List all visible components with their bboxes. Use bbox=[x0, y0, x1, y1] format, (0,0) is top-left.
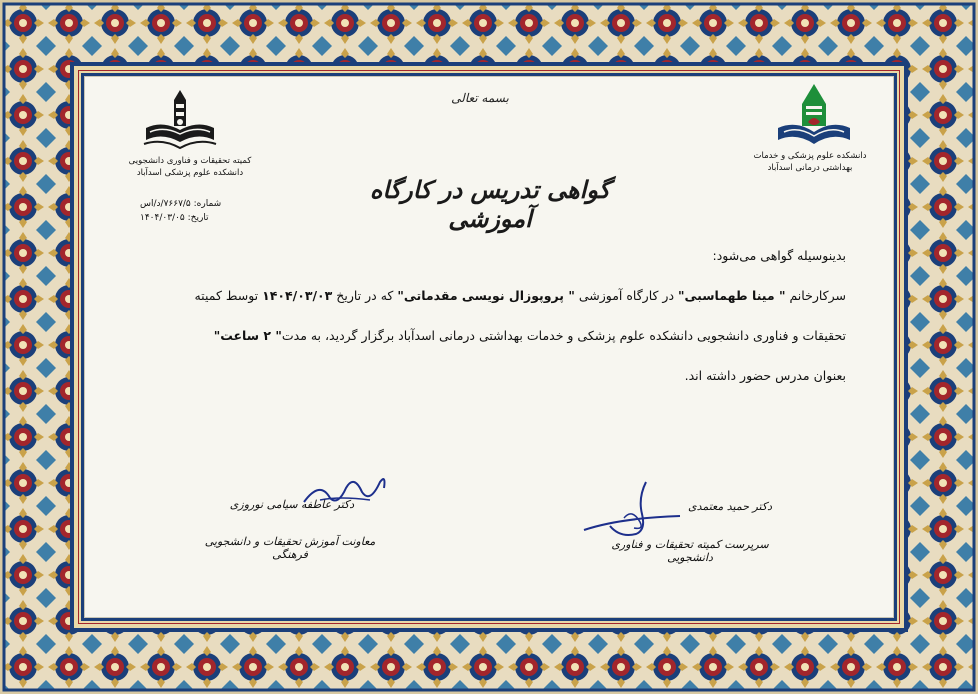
date-value: ۱۴۰۴/۰۳/۰۵ bbox=[140, 213, 185, 223]
reference-date bbox=[140, 211, 280, 225]
left-org-line2: دانشکده علوم پزشکی اسدآباد bbox=[136, 168, 244, 178]
right-org-name bbox=[720, 150, 900, 174]
body-line-2 bbox=[128, 316, 846, 356]
body-line1-d: توسط کمیته bbox=[194, 288, 263, 303]
body-line2-a: تحقیقات و فناوری دانشجویی دانشکده علوم پزشکی و خدمات بهداشتی درمانی اسدآباد برگزار گردید، به مدت bbox=[281, 328, 846, 343]
date-label: تاریخ: bbox=[187, 213, 209, 223]
green-tower-book-logo-icon bbox=[772, 82, 856, 152]
left-signatory-title: معاونت آموزش تحقیقات و دانشجویی فرهنگی bbox=[204, 535, 376, 561]
body-intro: بدینوسیله گواهی می‌شود: bbox=[712, 248, 846, 263]
right-org-line2: بهداشتی درمانی اسدآباد bbox=[767, 163, 853, 173]
body-line-1 bbox=[128, 276, 846, 316]
number-label: شماره: bbox=[193, 199, 222, 209]
workshop-date: ۱۴۰۴/۰۳/۰۳ bbox=[262, 288, 333, 303]
left-signatory-name: دکتر عاطفه سیامی نوروزی bbox=[229, 498, 355, 511]
certificate-body bbox=[128, 236, 846, 396]
reference-block bbox=[140, 197, 280, 225]
book-tower-logo-icon bbox=[140, 86, 220, 152]
right-org-line1: دانشکده علوم پزشکی و خدمات bbox=[753, 151, 867, 161]
body-line1-c: که در تاریخ bbox=[332, 288, 398, 303]
left-org-line1: کمیته تحقیقات و فناوری دانشجویی bbox=[128, 156, 252, 166]
reference-number bbox=[140, 197, 280, 211]
left-org-name bbox=[100, 155, 280, 179]
number-value: ۷۶۶۷/۵/د/اس bbox=[140, 199, 191, 209]
right-signatory-name: دکتر حمید معتمدی bbox=[687, 500, 773, 513]
body-line-3: بعنوان مدرس حضور داشته اند. bbox=[684, 368, 846, 383]
basmala: بسمه تعالی bbox=[451, 91, 509, 105]
workshop-duration: " ۲ ساعت" bbox=[213, 328, 282, 343]
right-signatory-title: سرپرست کمیته تحقیقات و فناوری دانشجویی bbox=[611, 538, 769, 564]
workshop-title: " پروپوزال نویسی مقدماتی" bbox=[397, 288, 575, 303]
body-line1-a: سرکارخانم bbox=[785, 288, 846, 303]
recipient-name: " مینا طهماسبی" bbox=[678, 288, 786, 303]
body-line1-b: در کارگاه آموزشی bbox=[574, 288, 678, 303]
certificate-title: گواهی تدریس در کارگاه آموزشی bbox=[369, 175, 611, 233]
